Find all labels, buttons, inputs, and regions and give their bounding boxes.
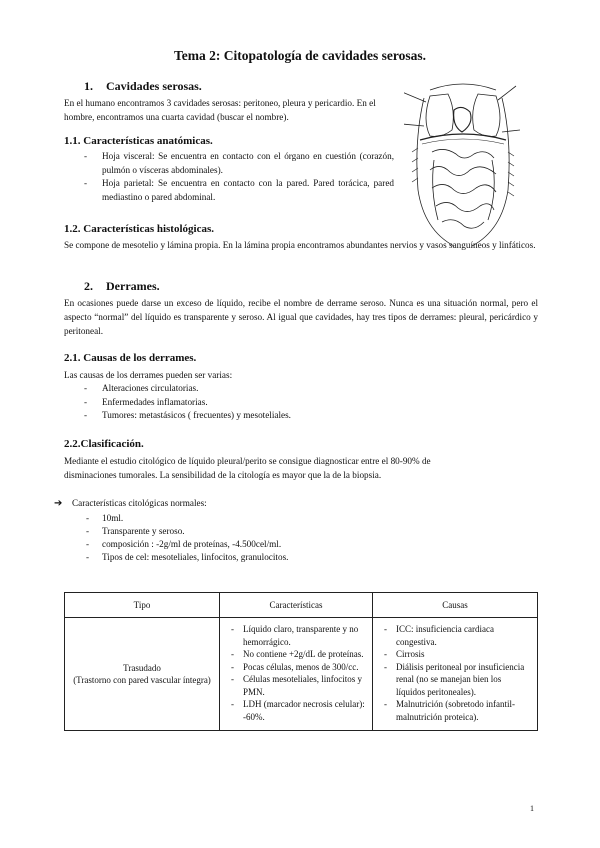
section-2-2-text: Mediante el estudio citológico de líquido pleural/perito se consigue diagnosticar entre el 80-90% de disminaciones tumorales. La sensibilidad de la citología es mayor que la de la biopsia. <box>64 456 431 480</box>
list-item: - Pocas células, menos de 300/cc. <box>221 661 365 674</box>
section-2-title: Derrames. <box>106 279 160 293</box>
section-1-title: Cavidades serosas. <box>106 79 202 93</box>
list-item: - Cirrosis <box>374 648 530 661</box>
list-item: - Hoja parietal: Se encuentra en contacto con la pared. Pared torácica, pared mediastino o pared abdominal. <box>64 177 394 204</box>
tipo-description: (Trastorno con pared vascular íntegra) <box>73 675 211 685</box>
section-1-number: 1. <box>84 79 93 93</box>
list-item: - ICC: insuficiencia cardiaca congestiva. <box>374 623 530 648</box>
section-1-2-heading: 1.2. Características histológicas. <box>64 223 214 235</box>
section-1-text: En el humano encontramos 3 cavidades serosas: peritoneo, pleura y pericardio. En el hombre, encontramos una cuarta cavidad (buscar el nombre). <box>64 98 376 122</box>
column-header-causas: Causas <box>373 593 538 618</box>
section-2-text: En ocasiones puede darse un exceso de líquido, recibe el nombre de derrame seroso. Nunca es una situación normal, pero el aspecto “normal” del líquido es transparente y seroso. Al igual que cavidades, hay tres tipos de derrames: pleural, pericárdico y peritoneal. <box>64 298 538 336</box>
list-item: - Tipos de cel: mesoteliales, linfocitos, granulocitos. <box>72 551 288 564</box>
list-item: - Hoja visceral: Se encuentra en contacto con el órgano en cuestión (corazón, pulmón o vísceras abdominales). <box>64 150 394 177</box>
section-1-2-text: Se compone de mesotelio y lámina propia. En la lámina propia encontramos abundantes nervios y vasos sanguíneos y linfáticos. <box>64 240 536 250</box>
table-header-row <box>65 593 538 618</box>
cell-tipo <box>65 618 220 731</box>
normal-characteristics-label <box>54 498 207 509</box>
anatomical-list <box>64 150 394 204</box>
page-title: Tema 2: Citopatología de cavidades serosas. <box>173 48 426 63</box>
section-1-1-heading: 1.1. Características anatómicas. <box>64 135 213 147</box>
list-item: - Alteraciones circulatorias. <box>64 382 464 396</box>
list-item: - composición : -2g/ml de proteínas, -4.500cel/ml. <box>72 538 288 551</box>
page-number: 1 <box>530 804 534 813</box>
section-2-number: 2. <box>84 279 93 293</box>
list-item: - Células mesoteliales, linfocitos y PMN. <box>221 673 365 698</box>
section-2-1-intro: Las causas de los derrames pueden ser varias: <box>64 370 233 380</box>
list-item: - LDH (marcador necrosis celular): -60%. <box>221 698 365 723</box>
arrow-right-icon: ➔ <box>54 498 63 509</box>
normal-characteristics-list <box>72 512 288 564</box>
cell-causas <box>373 618 538 731</box>
list-item: - 10ml. <box>72 512 288 525</box>
table-row <box>65 618 538 731</box>
list-item: - Diálisis peritoneal por insuficiencia renal (no se manejan bien los líquidos peritoneales). <box>374 661 530 699</box>
list-item: - Transparente y seroso. <box>72 525 288 538</box>
list-item: - Enfermedades inflamatorias. <box>64 396 464 410</box>
effusion-classification-table <box>64 592 538 731</box>
causes-list <box>64 382 464 423</box>
column-header-caracteristicas: Características <box>220 593 373 618</box>
section-2-heading <box>84 279 160 294</box>
section-1-heading <box>84 79 202 94</box>
list-item: - Malnutrición (sobretodo infantil-malnutrición proteica). <box>374 698 530 723</box>
section-2-1-heading: 2.1. Causas de los derrames. <box>64 352 197 364</box>
torso-serous-cavities-icon <box>404 80 522 250</box>
normal-characteristics-text: Características citológicas normales: <box>72 498 207 508</box>
column-header-tipo: Tipo <box>65 593 220 618</box>
list-item: - Líquido claro, transparente y no hemorrágico. <box>221 623 365 648</box>
list-item: - Tumores: metastásicos ( frecuentes) y mesoteliales. <box>64 409 464 423</box>
cell-caracteristicas <box>220 618 373 731</box>
tipo-name: Trasudado <box>123 662 161 673</box>
list-item: - No contiene +2g/dL de proteínas. <box>221 648 365 661</box>
section-2-2-heading: 2.2.Clasificación. <box>64 438 144 450</box>
